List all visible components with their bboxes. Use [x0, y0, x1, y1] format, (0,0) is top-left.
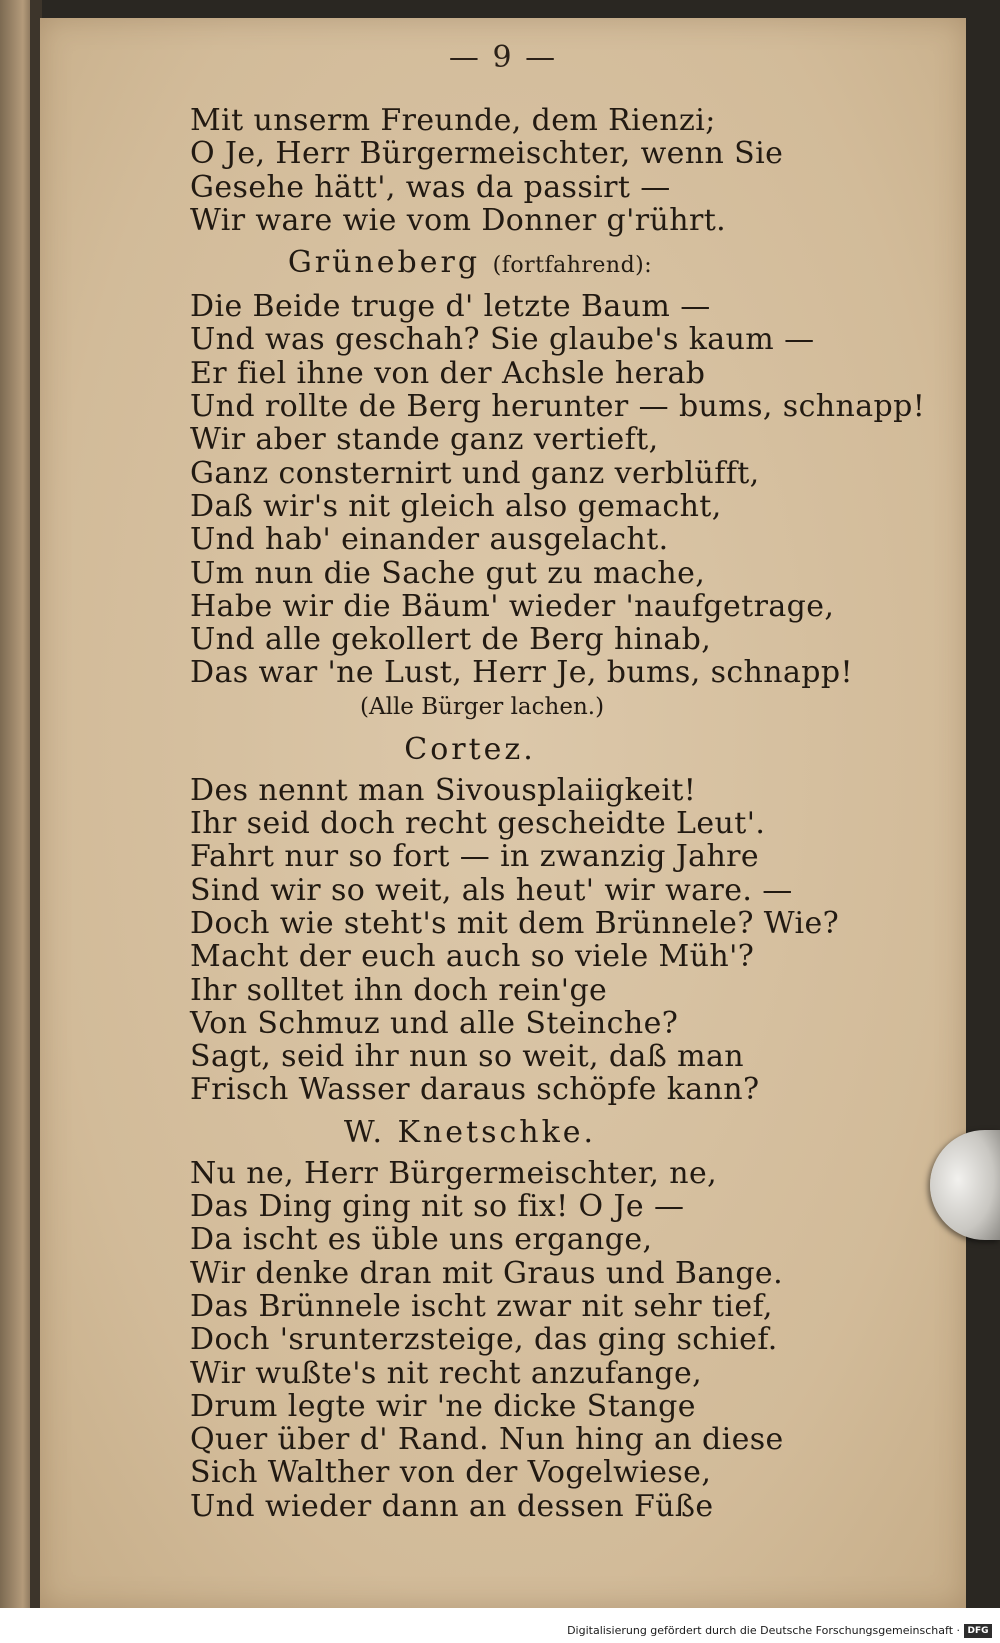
verse-line: Habe wir die Bäum' wieder 'naufgetrage, [190, 588, 835, 624]
speaker-direction: (fortfahrend): [492, 253, 653, 279]
verse-line: Ganz consternirt und ganz verblüfft, [190, 455, 760, 491]
verse-line: Macht der euch auch so viele Müh'? [190, 939, 755, 975]
verse-line: Doch wie steht's mit dem Brünnele? Wie? [190, 905, 840, 941]
verse-text [190, 103, 926, 1524]
verse-line: Fahrt nur so fort — in zwanzig Jahre [190, 839, 760, 875]
verse-line: Wir ware wie vom Donner g'rührt. [190, 202, 727, 238]
verse-line: Und was geschah? Sie glaube's kaum — [190, 322, 815, 358]
verse-line: Sagt, seid ihr nun so weit, daß man [190, 1039, 745, 1075]
speaker-heading [190, 730, 750, 770]
verse-line: Das Brünnele ischt zwar nit sehr tief, [190, 1288, 773, 1324]
book-page [40, 18, 966, 1608]
verse-line: Drum legte wir 'ne dicke Stange [190, 1388, 696, 1424]
speaker-heading [190, 1113, 750, 1153]
speaker-name: Grüneberg [287, 245, 481, 281]
verse-line: Mit unserm Freunde, dem Rienzi; [190, 103, 716, 138]
speaker-name: Cortez. [404, 731, 536, 767]
verse-line: Wir aber stande ganz vertieft, [190, 422, 659, 458]
speaker-heading [190, 243, 750, 286]
verse-line: Und wieder dann an dessen Füße [190, 1488, 714, 1524]
speaker-name: W. Knetschke. [343, 1114, 597, 1150]
verse-line: Wir wußte's nit recht anzufange, [190, 1355, 703, 1391]
footer-credit: Digitalisierung gefördert durch die Deutsche Forschungsgemeinschaft · [567, 1624, 960, 1637]
verse-line: Doch 'srunterzsteige, das ging schief. [190, 1322, 778, 1358]
stage-direction: (Alle Bürger lachen.) [360, 693, 605, 720]
verse-line: Ihr solltet ihn doch rein'ge [190, 972, 608, 1008]
verse-line: Und hab' einander ausgelacht. [190, 522, 669, 558]
verse-line: Des nennt man Sivousplaiigkeit! [190, 772, 697, 808]
verse-line: Frisch Wasser daraus schöpfe kann? [190, 1072, 760, 1108]
page-number: — 9 — [448, 40, 558, 75]
verse-line: Nu ne, Herr Bürgermeischter, ne, [190, 1155, 718, 1191]
verse-line: Von Schmuz und alle Steinche? [190, 1005, 679, 1041]
verse-line: Wir denke dran mit Graus und Bange. [190, 1255, 784, 1291]
verse-line: Daß wir's nit gleich also gemacht, [190, 488, 722, 524]
verse-line: Er fiel ihne von der Achsle herab [190, 355, 706, 391]
verse-line: O Je, Herr Bürgermeischter, wenn Sie [190, 136, 784, 172]
verse-line: Ihr seid doch recht gescheidte Leut'. [190, 806, 766, 842]
verse-line: Gesehe hätt', was da passirt — [190, 169, 671, 205]
verse-line: Das Ding ging nit so fix! O Je — [190, 1189, 685, 1225]
verse-line: Und rollte de Berg herunter — bums, schnapp! [190, 389, 926, 425]
verse-line: Das war 'ne Lust, Herr Je, bums, schnapp! [190, 655, 853, 691]
footer-strip [0, 1608, 1000, 1643]
verse-line: Die Beide truge d' letzte Baum — [190, 289, 711, 325]
verse-line: Und alle gekollert de Berg hinab, [190, 622, 712, 658]
dfg-logo: DFG [964, 1624, 992, 1638]
verse-line: Quer über d' Rand. Nun hing an diese [190, 1422, 784, 1458]
verse-line: Sich Walther von der Vogelwiese, [190, 1455, 712, 1491]
verse-line: Da ischt es üble uns ergange, [190, 1222, 653, 1258]
verse-line: Sind wir so weit, als heut' wir ware. — [190, 872, 793, 908]
verse-line: Um nun die Sache gut zu mache, [190, 555, 706, 591]
